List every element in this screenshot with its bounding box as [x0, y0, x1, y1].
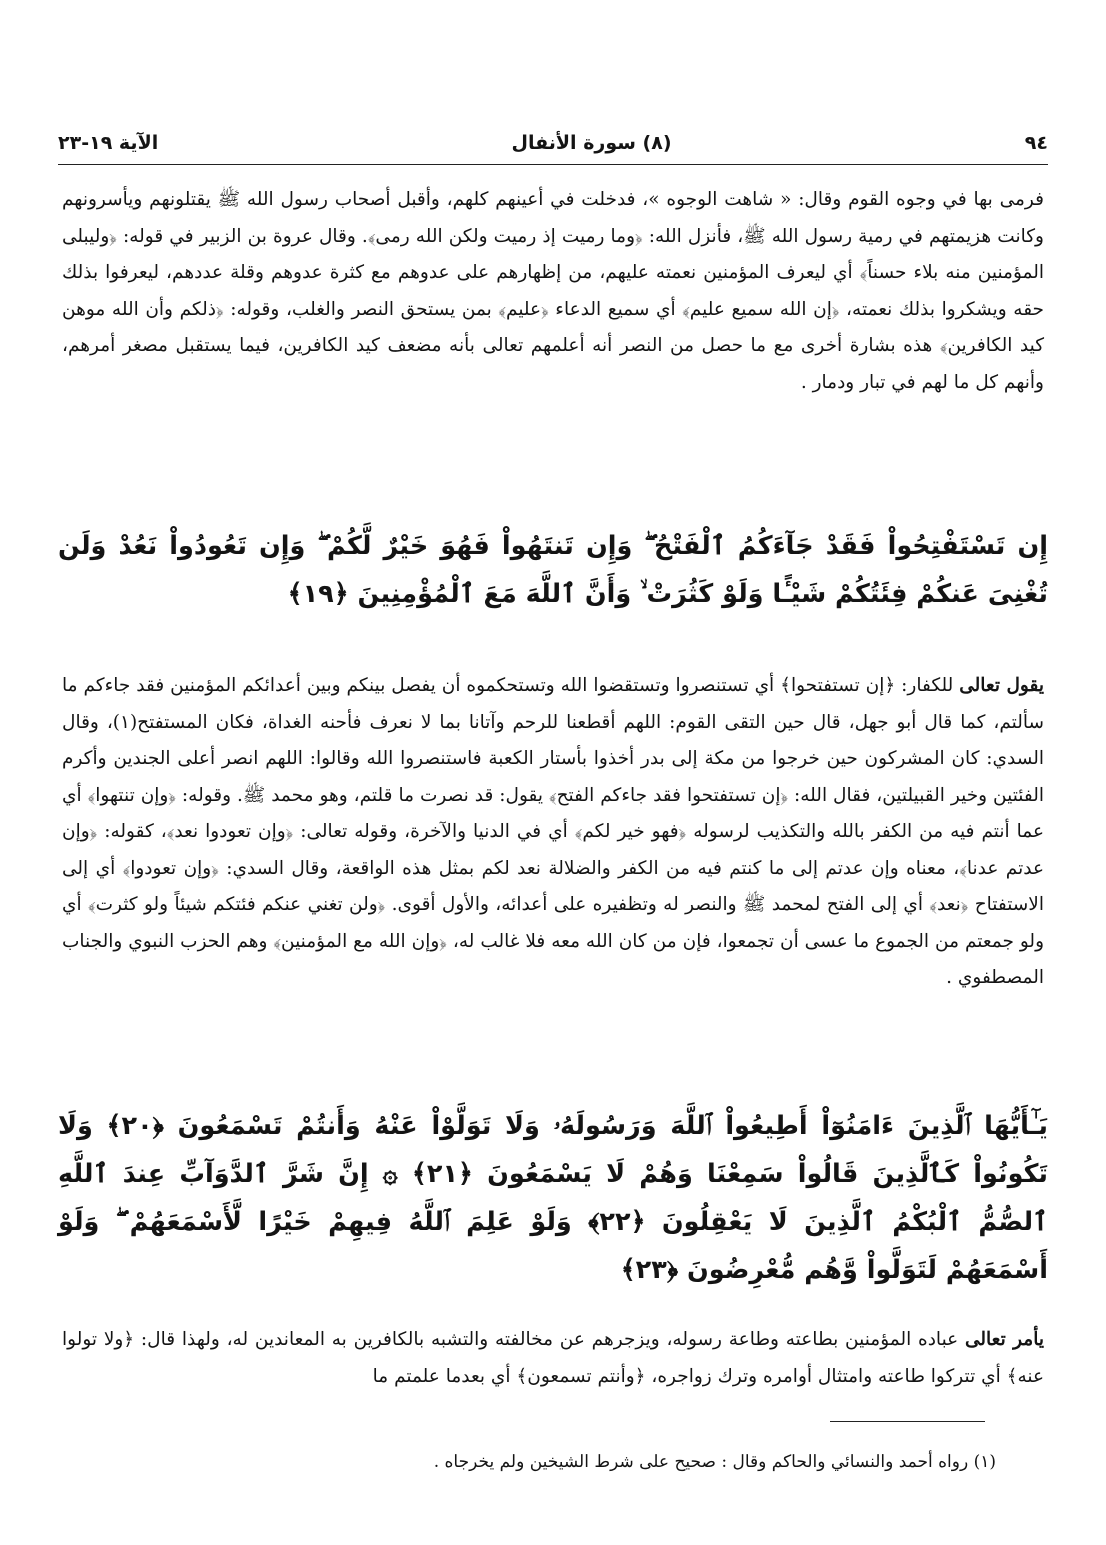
- page-number: ٩٤: [1024, 132, 1048, 154]
- commentary-paragraph-2: [62, 668, 1044, 997]
- quran-verses-20-23: يَـٰٓأَيُّهَا ٱلَّذِينَ ءَامَنُوٓاْ أَطِيعُواْ ٱللَّهَ وَرَسُولَهُۥ وَلَا تَوَلَّوْاْ عَنْهُ وَأَنتُمْ تَسْمَعُونَ ﴿٢٠﴾ وَلَا تَكُونُواْ كَٱلَّذِينَ قَالُواْ سَمِعْنَا وَهُمْ لَا يَسْمَعُونَ ﴿٢١﴾ ۞ إِنَّ شَرَّ ٱلدَّوَآبِّ عِندَ ٱللَّهِ ٱلصُّمُّ ٱلْبُكْمُ ٱلَّذِينَ لَا يَعْقِلُونَ ﴿٢٢﴾ وَلَوْ عَلِمَ ٱللَّهُ فِيهِمْ خَيْرًا لَّأَسْمَعَهُمْ ۖ وَلَوْ أَسْمَعَهُمْ لَتَوَلَّواْ وَّهُم مُّعْرِضُونَ ﴿٢٣﴾: [58, 1111, 1048, 1285]
- page-header: [58, 126, 1048, 160]
- paragraph-lead: يأمر تعالى: [964, 1329, 1044, 1350]
- paragraph-lead: يقول تعالى: [959, 675, 1044, 696]
- header-divider: [58, 164, 1048, 165]
- paragraph-body: للكفار: ﴿إن تستفتحوا﴾ أي تستنصروا وتستقضوا الله وتستحكموه أن يفصل بينكم وبين أعدائكم المؤمنين فقد جاءكم ما سألتم، كما قال أبو جهل، قال حين التقى القوم: اللهم أقطعنا للرحم وآتانا بما لا نعرف فأحنه الغداة، فكان المستفتح(١)، وقال السدي: كان المشركون حين خرجوا من مكة إلى بدر أخذوا بأستار الكعبة فاستنصروا الله وقالوا: اللهم انصر أعلى الجندين وأكرم الفئتين وخير القبيلتين، فقال الله: ﴿إن تستفتحوا فقد جاءكم الفتح﴾ يقول: قد نصرت ما قلتم، وهو محمد ﷺ. وقوله: ﴿وإن تنتهوا﴾ أي عما أنتم فيه من الكفر بالله والتكذيب لرسوله ﴿فهو خير لكم﴾ أي في الدنيا والآخرة، وقوله تعالى: ﴿وإن تعودوا نعد﴾، كقوله: ﴿وإن عدتم عدنا﴾، معناه وإن عدتم إلى ما كنتم فيه من الكفر والضلالة نعد لكم بمثل هذه الواقعة، وقال السدي: ﴿وإن تعودوا﴾ أي إلى الاستفتاح ﴿نعد﴾ أي إلى الفتح لمحمد ﷺ والنصر له وتظفيره على أعدائه، والأول أقوى. ﴿ولن تغني عنكم فئتكم شيئاً ولو كثرت﴾ أي ولو جمعتم من الجموع ما عسى أن تجمعوا، فإن من كان الله معه فلا غالب له، ﴿وإن الله مع المؤمنين﴾ وهم الحزب النبوي والجناب المصطفوي .: [62, 675, 1044, 988]
- surah-title: (٨) سورة الأنفال: [511, 132, 672, 154]
- verse-range: الآية ١٩-٢٣: [58, 132, 159, 154]
- paragraph-body: عباده المؤمنين بطاعته وطاعة رسوله، ويزجرهم عن مخالفته والتشبه بالكافرين به المعاندين له، ولهذا قال: ﴿ولا تولوا عنه﴾ أي تتركوا طاعته وامتثال أوامره وترك زواجره، ﴿وأنتم تسمعون﴾ أي بعدما علمتم ما: [62, 1329, 1044, 1387]
- quran-verse-19: إِن تَسْتَفْتِحُواْ فَقَدْ جَآءَكُمُ ٱلْفَتْحُ ۖ وَإِن تَنتَهُواْ فَهُوَ خَيْرٌ لَّكُمْ ۖ وَإِن تَعُودُواْ نَعُدْ وَلَن تُغْنِىَ عَنكُمْ فِئَتُكُمْ شَيْـًٔا وَلَوْ كَثُرَتْ ۙ وَأَنَّ ٱللَّهَ مَعَ ٱلْمُؤْمِنِينَ ﴿١٩﴾: [58, 531, 1048, 609]
- commentary-paragraph-3: [62, 1322, 1044, 1395]
- footnote-divider: [830, 1421, 985, 1422]
- footnote: (١) رواه أحمد والنسائي والحاكم وقال : صحيح على شرط الشيخين ولم يخرجاه .: [433, 1452, 996, 1472]
- commentary-paragraph-1: فرمى بها في وجوه القوم وقال: « شاهت الوجوه »، فدخلت في أعينهم كلهم، وأقبل أصحاب رسول الله ﷺ يقتلونهم ويأسرونهم وكانت هزيمتهم في رمية رسول الله ﷺ، فأنزل الله: ﴿وما رميت إذ رميت ولكن الله رمى﴾. وقال عروة بن الزبير في قوله: ﴿وليبلى المؤمنين منه بلاء حسناً﴾ أي ليعرف المؤمنين نعمته عليهم، من إظهارهم على عدوهم مع كثرة عدوهم وقلة عددهم، ليعرفوا بذلك حقه ويشكروا بذلك نعمته، ﴿إن الله سميع عليم﴾ أي سميع الدعاء ﴿عليم﴾ بمن يستحق النصر والغلب، وقوله: ﴿ذلكم وأن الله موهن كيد الكافرين﴾ هذه بشارة أخرى مع ما حصل من النصر أنه أعلمهم تعالى بأنه مضعف كيد الكافرين، فيما يستقبل مصغر أمرهم، وأنهم كل ما لهم في تبار ودمار .: [62, 189, 1044, 393]
